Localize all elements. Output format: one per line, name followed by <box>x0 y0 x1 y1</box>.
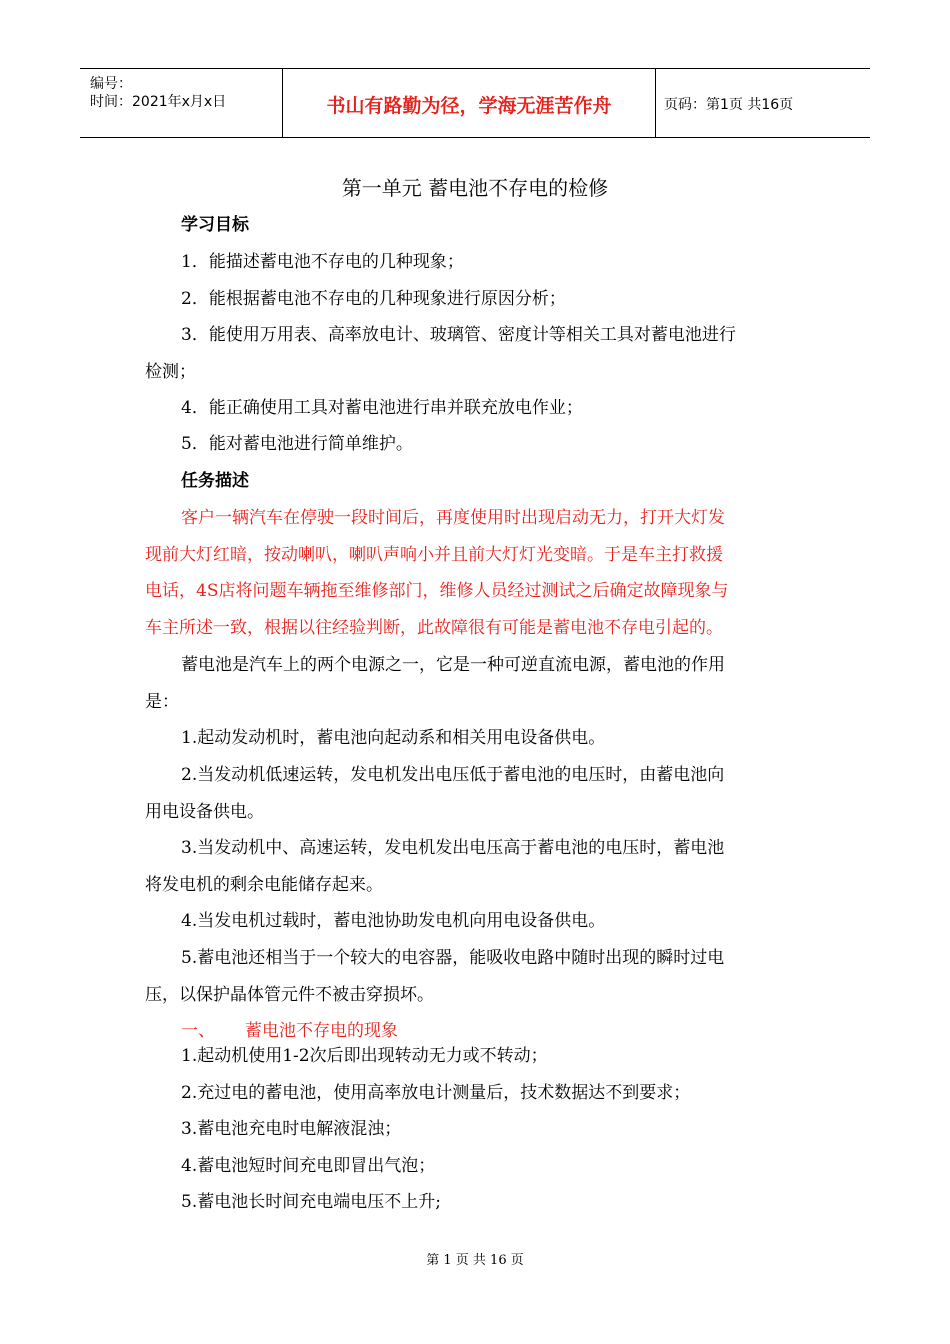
task-red-line: 电话，4S店将问题车辆拖至维修部门，维修人员经过测试之后确定故障现象与 <box>145 581 729 601</box>
task-body-line: 蓄电池是汽车上的两个电源之一，它是一种可逆直流电源，蓄电池的作用 <box>181 655 725 675</box>
task-body-line: 2.当发动机低速运转，发电机发出电压低于蓄电池的电压时，由蓄电池向 <box>181 765 725 785</box>
task-body-line: 3.当发动机中、高速运转，发电机发出电压高于蓄电池的电压时，蓄电池 <box>181 838 725 858</box>
goal-line: 3．能使用万用表、高率放电计、玻璃管、密度计等相关工具对蓄电池进行 <box>181 325 736 345</box>
goal-line: 1．能描述蓄电池不存电的几种现象； <box>181 252 464 272</box>
task-body-line: 1.起动发动机时，蓄电池向起动系和相关用电设备供电。 <box>181 728 606 748</box>
task-red-line: 客户一辆汽车在停驶一段时间后，再度使用时出现启动无力，打开大灯发 <box>181 508 725 528</box>
phenomena-heading: 蓄电池不存电的现象 <box>245 1021 398 1041</box>
header-page-cell <box>656 69 870 137</box>
task-body-line: 4.当发电机过载时，蓄电池协助发电机向用电设备供电。 <box>181 911 606 931</box>
header-motto-cell <box>282 69 656 137</box>
number-label: 编号： <box>90 76 132 92</box>
task-heading: 任务描述 <box>181 471 249 491</box>
task-body-line: 将发电机的剩余电能储存起来。 <box>145 875 383 895</box>
phenomena-line: 1.起动机使用1-2次后即出现转动无力或不转动； <box>181 1046 548 1066</box>
page-footer: 第 1 页 共 16 页 <box>426 1253 524 1268</box>
document-header <box>80 68 870 138</box>
goal-line: 2．能根据蓄电池不存电的几种现象进行原因分析； <box>181 289 566 309</box>
phenomena-line: 3.蓄电池充电时电解液混浊； <box>181 1119 402 1139</box>
header-meta-cell <box>80 69 282 137</box>
task-red-line: 车主所述一致，根据以往经验判断，此故障很有可能是蓄电池不存电引起的。 <box>145 618 723 638</box>
phenomena-number: 一、 <box>181 1021 215 1041</box>
goal-line: 检测； <box>145 362 196 382</box>
phenomena-line: 2.充过电的蓄电池，使用高率放电计测量后，技术数据达不到要求； <box>181 1083 691 1103</box>
task-red-line: 现前大灯红暗，按动喇叭，喇叭声响小并且前大灯灯光变暗。于是车主打救援 <box>145 545 723 565</box>
phenomena-line: 5.蓄电池长时间充电端电压不上升; <box>181 1192 441 1212</box>
goals-heading: 学习目标 <box>181 215 249 235</box>
motto-text: 书山有路勤为径，学海无涯苦作舟 <box>326 95 612 117</box>
task-body-line: 用电设备供电。 <box>145 802 264 822</box>
time-label: 时间：2021年x月x日 <box>90 94 227 110</box>
phenomena-line: 4.蓄电池短时间充电即冒出气泡； <box>181 1156 436 1176</box>
goal-line: 5．能对蓄电池进行简单维护。 <box>181 434 413 454</box>
task-body-line: 是： <box>145 692 179 712</box>
task-body-line: 5.蓄电池还相当于一个较大的电容器，能吸收电路中随时出现的瞬时过电 <box>181 948 725 968</box>
page-title: 第一单元 蓄电池不存电的检修 <box>341 176 609 200</box>
goal-line: 4．能正确使用工具对蓄电池进行串并联充放电作业； <box>181 398 583 418</box>
page-info: 页码：第1页 共16页 <box>664 97 794 113</box>
task-body-line: 压，以保护晶体管元件不被击穿损坏。 <box>145 985 434 1005</box>
